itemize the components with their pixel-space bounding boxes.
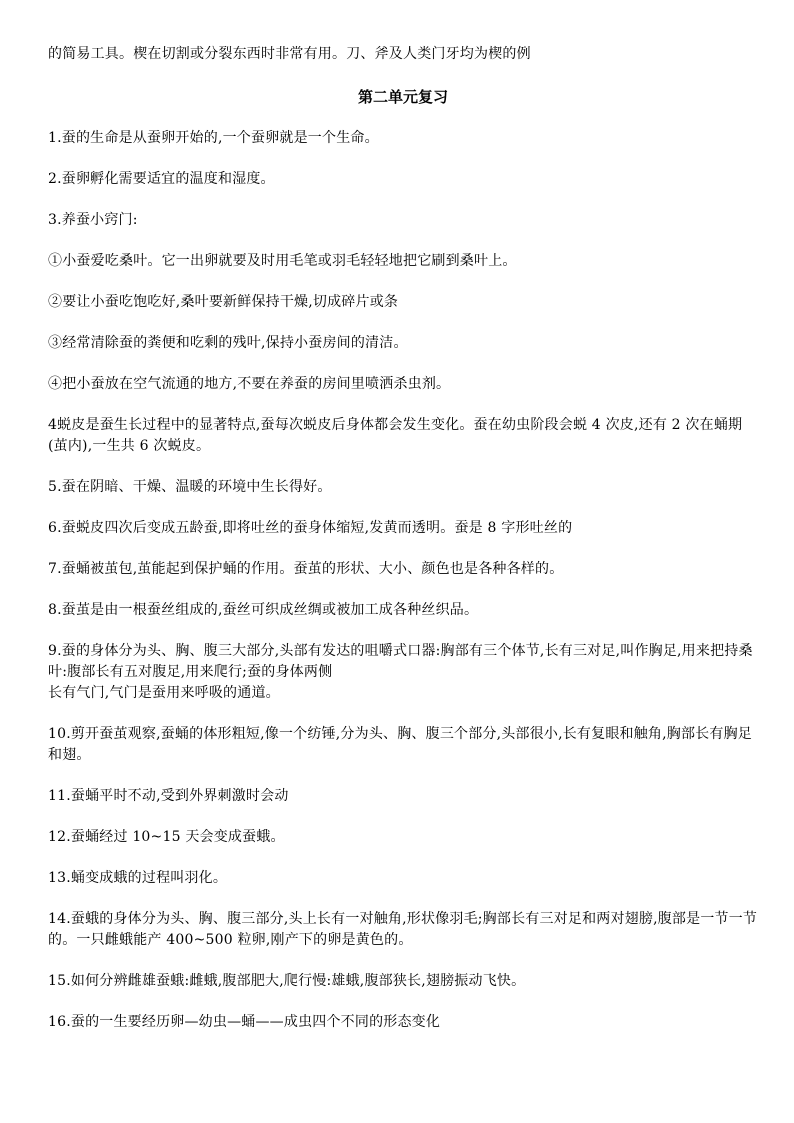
review-tip-2: ②要让小蚕吃饱吃好,桑叶要新鲜保持干燥,切成碎片或条 [48, 294, 399, 310]
review-item-8: 8.蚕茧是由一根蚕丝组成的,蚕丝可织成丝绸或被加工成各种丝织品。 [48, 602, 479, 618]
review-item-16: 16.蚕的一生要经历卵—幼虫—蛹——成虫四个不同的形态变化 [48, 1014, 441, 1030]
review-item-12: 12.蚕蛹经过 10~15 天会变成蚕蛾。 [48, 829, 285, 845]
review-item-11: 11.蚕蛹平时不动,受到外界刺激时会动 [48, 788, 289, 804]
review-item-15: 15.如何分辨雌雄蚕蛾:雌蛾,腹部肥大,爬行慢:雄蛾,腹部狭长,翅膀振动飞快。 [48, 973, 526, 989]
review-item-3: 3.养蚕小窍门: [48, 212, 138, 228]
review-item-5: 5.蚕在阴暗、干燥、温暖的环境中生长得好。 [48, 479, 332, 495]
review-item-7: 7.蚕蛹被茧包,茧能起到保护蛹的作用。蚕茧的形状、大小、颜色也是各种各样的。 [48, 561, 564, 577]
review-tip-3: ③经常清除蚕的粪便和吃剩的残叶,保持小蚕房间的清洁。 [48, 335, 408, 351]
review-item-4: 4蜕皮是蚕生长过程中的显著特点,蚕每次蜕皮后身体都会发生变化。蚕在幼虫阶段会蜕 4 次皮,还有 2 次在蛹期(茧内),一生共 6 次蜕皮。 [48, 417, 743, 454]
review-item-6: 6.蚕蜕皮四次后变成五龄蚕,即将吐丝的蚕身体缩短,发黄而透明。蚕是 8 字形吐丝的 [48, 520, 573, 536]
review-item-9: 9.蚕的身体分为头、胸、腹三大部分,头部有发达的咀嚼式口器:胸部有三个体节,长有三对足,叫作胸足,用来把持桑叶:腹部长有五对腹足,用来爬行;蚕的身体两侧 [48, 643, 753, 680]
review-item-14: 14.蚕蛾的身体分为头、胸、腹三部分,头上长有一对触角,形状像羽毛;胸部长有三对足和两对翅膀,腹部是一节一节的。一只雌蛾能产 400~500 粒卵,刚产下的卵是黄色的。 [48, 911, 758, 948]
continuation-text: 的简易工具。楔在切割或分裂东西时非常有用。刀、斧及人类门牙均为楔的例 [48, 46, 531, 62]
review-item-13: 13.蛹变成蛾的过程叫羽化。 [48, 870, 228, 886]
review-item-9-continued: 长有气门,气门是蚕用来呼吸的通道。 [48, 685, 280, 701]
review-item-10: 10.剪开蚕茧观察,蚕蛹的体形粗短,像一个纺锤,分为头、胸、腹三个部分,头部很小,长有复眼和触角,胸部长有胸足和翅。 [48, 726, 752, 763]
document-page [48, 44, 758, 1053]
review-tip-1: ①小蚕爱吃桑叶。它一出卵就要及时用毛笔或羽毛轻轻地把它刷到桑叶上。 [48, 253, 517, 269]
review-item-1: 1.蚕的生命是从蚕卵开始的,一个蚕卵就是一个生命。 [48, 130, 379, 146]
section-title: 第二单元复习 [357, 88, 448, 106]
review-tip-4: ④把小蚕放在空气流通的地方,不要在养蚕的房间里喷洒杀虫剂。 [48, 376, 451, 392]
review-item-2: 2.蚕卵孵化需要适宜的温度和湿度。 [48, 171, 275, 187]
